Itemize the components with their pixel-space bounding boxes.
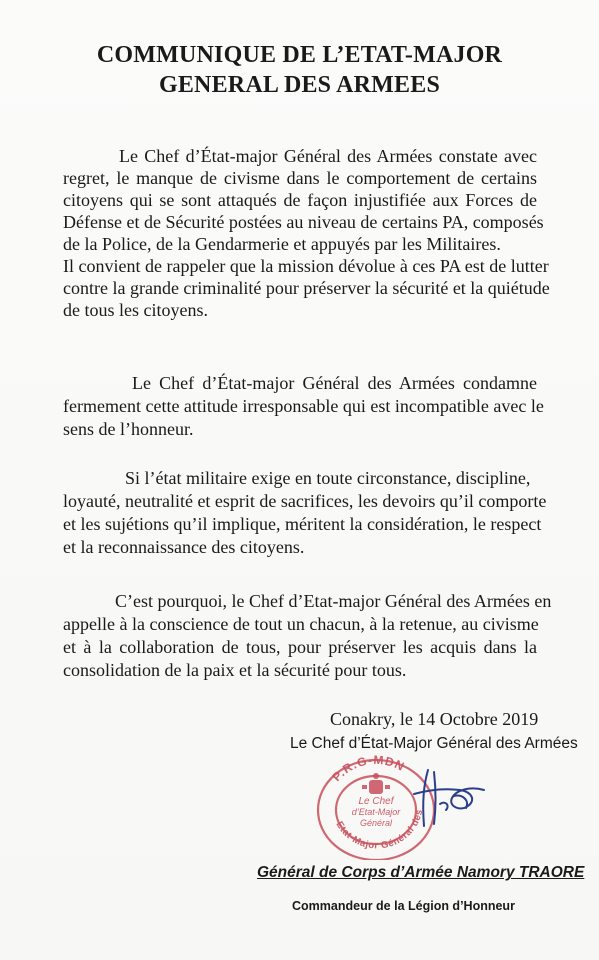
document-title-line-1: COMMUNIQUE DE L’ETAT-MAJOR <box>96 42 503 68</box>
date-line: Conakry, le 14 Octobre 2019 <box>330 709 539 729</box>
handwritten-signature-icon <box>410 760 488 832</box>
paragraph-line: contre la grande criminalité pour préserver la sécurité et la quiétude <box>63 278 550 298</box>
paragraph-line: Le Chef d’État-major Général des Armées constate avec <box>119 146 537 166</box>
paragraph-line: de tous les citoyens. <box>63 300 208 320</box>
paragraph-line: Si l’état militaire exige en toute circonstance, discipline, <box>125 468 531 488</box>
paragraph-line: Défense et de Sécurité postées au niveau de certains PA, composés <box>63 212 544 232</box>
paragraph-line: Le Chef d’État-major Général des Armées condamne <box>132 373 537 393</box>
paragraph-line: fermement cette attitude irresponsable qui est incompatible avec le <box>63 396 544 416</box>
paragraph-line: regret, le manque de civisme dans le comportement de certains <box>63 168 537 188</box>
paragraph-line: Il convient de rappeler que la mission dévolue à ces PA est de lutter <box>63 256 549 276</box>
stamp-inner-text-3: Général <box>359 818 393 828</box>
stamp-ring-text: Etat-Major Général des <box>333 808 426 852</box>
paragraph-line: et la reconnaissance des citoyens. <box>63 537 305 557</box>
signatory-title: Le Chef d’État-Major Général des Armées <box>290 735 578 752</box>
paragraph-line: consolidation de la paix et la sécurité pour tous. <box>63 660 407 680</box>
signatory-name: Général de Corps d’Armée Namory TRAORE <box>257 864 585 881</box>
paragraph-line: sens de l’honneur. <box>63 419 194 439</box>
paragraph-line: loyauté, neutralité et esprit de sacrifices, les devoirs qu’il comporte <box>63 491 547 511</box>
stamp-inner-text-2: d’Etat-Major <box>351 807 401 817</box>
paragraph-line: citoyens qui se sont attaqués de façon injustifiée aux Forces de <box>63 190 537 210</box>
paragraph-line: et à la collaboration de tous, pour préserver les acquis dans la <box>63 637 537 657</box>
stamp-inner-text-1: Le Chef <box>358 796 394 807</box>
stamp-outer-text: P.R.G-MDN <box>329 752 408 785</box>
signatory-honor: Commandeur de la Légion d’Honneur <box>292 899 515 913</box>
paragraph-line: de la Police, de la Gendarmerie et appuyés par les Militaires. <box>63 234 501 254</box>
paragraph-line: appelle à la conscience de tout un chacun, à la retenue, au civisme <box>63 614 539 634</box>
document-title-line-2: GENERAL DES ARMEES <box>158 72 440 98</box>
paragraph-line: C’est pourquoi, le Chef d’Etat-major Général des Armées en <box>115 591 552 611</box>
paragraph-line: et les sujétions qu’il implique, méritent la considération, le respect <box>63 514 542 534</box>
